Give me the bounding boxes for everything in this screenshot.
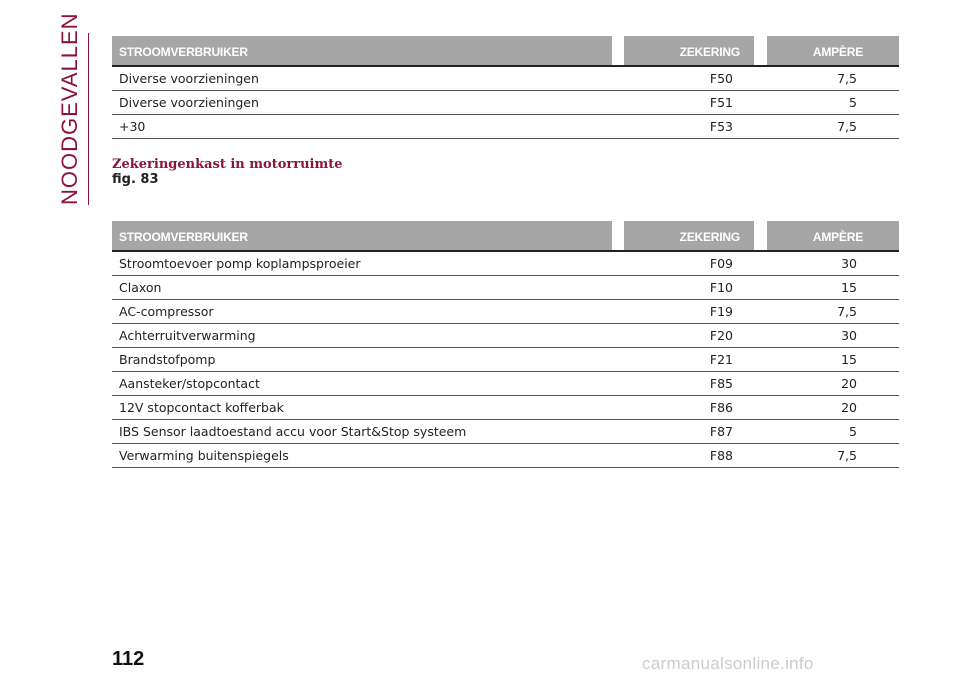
table-row	[112, 347, 899, 371]
cell-fuse: F50	[624, 66, 754, 90]
cell-fuse: F85	[624, 371, 754, 395]
header-ampere: AMPÈRE	[767, 36, 899, 66]
table-header-row	[112, 221, 899, 251]
cell-fuse: F53	[624, 114, 754, 138]
cell-gap	[612, 251, 624, 275]
cell-gap	[754, 419, 767, 443]
cell-gap	[754, 395, 767, 419]
cell-fuse: F51	[624, 90, 754, 114]
page-number: 112	[112, 648, 145, 670]
cell-ampere: 7,5	[767, 299, 899, 323]
cell-fuse: F09	[624, 251, 754, 275]
table-row	[112, 275, 899, 299]
table-row	[112, 66, 899, 90]
cell-consumer: Diverse voorzieningen	[112, 66, 612, 90]
section-side-tab	[50, 12, 90, 205]
cell-gap	[612, 371, 624, 395]
table-row	[112, 299, 899, 323]
fuse-table-2-body	[112, 251, 899, 467]
cell-fuse: F20	[624, 323, 754, 347]
cell-ampere: 5	[767, 90, 899, 114]
cell-consumer: Verwarming buitenspiegels	[112, 443, 612, 467]
cell-gap	[612, 299, 624, 323]
cell-fuse: F86	[624, 395, 754, 419]
table-row	[112, 90, 899, 114]
cell-ampere: 5	[767, 419, 899, 443]
table-row	[112, 395, 899, 419]
header-gap	[754, 221, 767, 251]
cell-gap	[754, 323, 767, 347]
cell-gap	[754, 66, 767, 90]
cell-consumer: IBS Sensor laadtoestand accu voor Start&Stop systeem	[112, 419, 612, 443]
header-gap	[754, 36, 767, 66]
cell-ampere: 7,5	[767, 443, 899, 467]
table-header-row	[112, 36, 899, 66]
cell-consumer: Claxon	[112, 275, 612, 299]
cell-fuse: F21	[624, 347, 754, 371]
cell-gap	[612, 419, 624, 443]
cell-ampere: 20	[767, 395, 899, 419]
header-ampere: AMPÈRE	[767, 221, 899, 251]
cell-fuse: F19	[624, 299, 754, 323]
table-row	[112, 251, 899, 275]
cell-consumer: 12V stopcontact kofferbak	[112, 395, 612, 419]
cell-gap	[612, 66, 624, 90]
cell-gap	[754, 443, 767, 467]
cell-gap	[612, 395, 624, 419]
cell-gap	[612, 114, 624, 138]
cell-gap	[754, 347, 767, 371]
cell-consumer: AC-compressor	[112, 299, 612, 323]
cell-gap	[754, 251, 767, 275]
cell-gap	[754, 299, 767, 323]
cell-ampere: 15	[767, 275, 899, 299]
fuse-table-1	[112, 36, 899, 139]
cell-gap	[754, 114, 767, 138]
table-row	[112, 114, 899, 138]
cell-gap	[612, 90, 624, 114]
cell-consumer: Diverse voorzieningen	[112, 90, 612, 114]
cell-consumer: Aansteker/stopcontact	[112, 371, 612, 395]
cell-fuse: F10	[624, 275, 754, 299]
header-fuse: ZEKERING	[624, 221, 754, 251]
fuse-table-1-body	[112, 66, 899, 138]
cell-ampere: 30	[767, 251, 899, 275]
cell-gap	[612, 347, 624, 371]
header-gap	[612, 36, 624, 66]
cell-gap	[754, 275, 767, 299]
cell-gap	[612, 323, 624, 347]
cell-consumer: Brandstofpomp	[112, 347, 612, 371]
header-fuse: ZEKERING	[624, 36, 754, 66]
section-title: Zekeringenkast in motorruimte	[112, 157, 343, 172]
figure-reference: fig. 83	[112, 172, 159, 187]
side-tab-divider	[88, 33, 89, 205]
cell-ampere: 7,5	[767, 114, 899, 138]
cell-ampere: 20	[767, 371, 899, 395]
header-consumer: STROOMVERBRUIKER	[112, 221, 612, 251]
watermark: carmanualsonline.info	[642, 654, 814, 673]
cell-consumer: Stroomtoevoer pomp koplampsproeier	[112, 251, 612, 275]
cell-gap	[612, 275, 624, 299]
header-consumer: STROOMVERBRUIKER	[112, 36, 612, 66]
cell-gap	[612, 443, 624, 467]
cell-fuse: F88	[624, 443, 754, 467]
cell-gap	[754, 371, 767, 395]
table-row	[112, 323, 899, 347]
cell-consumer: +30	[112, 114, 612, 138]
cell-gap	[754, 90, 767, 114]
table-row	[112, 419, 899, 443]
header-gap	[612, 221, 624, 251]
cell-consumer: Achterruitverwarming	[112, 323, 612, 347]
fuse-table-2	[112, 221, 899, 468]
cell-ampere: 15	[767, 347, 899, 371]
table-row	[112, 443, 899, 467]
side-tab-label: NOODGEVALLEN	[57, 12, 82, 205]
cell-ampere: 30	[767, 323, 899, 347]
table-row	[112, 371, 899, 395]
cell-fuse: F87	[624, 419, 754, 443]
cell-ampere: 7,5	[767, 66, 899, 90]
